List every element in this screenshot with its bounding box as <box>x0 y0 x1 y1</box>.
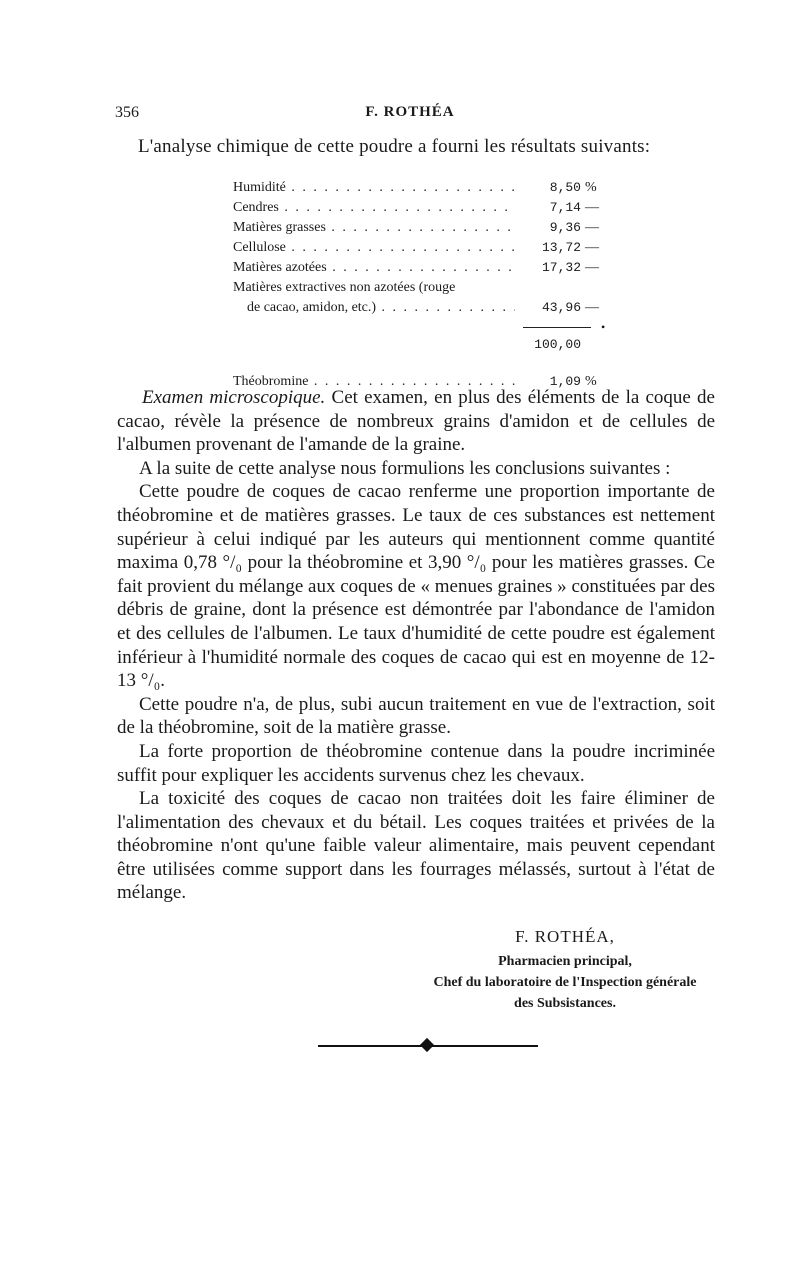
running-title: F. ROTHÉA <box>365 104 455 120</box>
page-number: 356 <box>115 104 139 121</box>
row-value: 7,14 <box>549 200 581 215</box>
row-unit: — <box>585 200 599 215</box>
row-unit: — <box>585 220 599 235</box>
analysis-row-extractives-line2 <box>233 298 603 318</box>
intro-sentence: L'analyse chimique de cette poudre a fourni les résultats suivants: <box>138 136 651 157</box>
paragraph-conclusions-intro: A la suite de cette analyse nous formulions les conclusions suivantes : <box>139 457 671 479</box>
analysis-total <box>233 334 603 360</box>
row-unit: — <box>585 300 599 315</box>
row-value: 9,36 <box>549 220 581 235</box>
row-unit: % <box>585 180 597 195</box>
end-ornament <box>318 1040 538 1052</box>
signature-department: des Subsistances. <box>514 996 616 1011</box>
row-unit: % <box>585 374 597 389</box>
row-value: 1,09 <box>549 374 581 389</box>
row-label: de cacao, amidon, etc.) . . . <box>233 298 515 318</box>
paragraph-forte-proportion: La forte proportion de théobromine contenue dans la poudre incriminée suffit pour expliquer les accidents survenus chez les chevaux. <box>117 740 715 786</box>
paragraph-proportion: Cette poudre de coques de cacao renferme une proportion importante de théobromine et de matières grasses. Le taux de ces substances est nettement supérieur à celui indiqué par les auteurs qui mentionnent comme quantité maxima 0,78 °/₀ pour la théobromine et 3,90 °/₀ pour les matières grasses. Ce fait provient du mélange aux coques de « menues graines » constituées par des débris de graine, dont la présence est démontrée par l'abondance de l'amidon et des cellules de l'albumen. Le taux d'humidité de cette poudre est également inférieur à l'humidité normale des coques de cacao qui est en moyenne de 12-13 °/₀. <box>117 481 715 692</box>
paragraph-examen <box>117 386 715 457</box>
sum-rule <box>233 318 606 334</box>
paragraph-text: Cet examen, en plus des éléments de la coque de cacao, révèle la présence de nombreux grains d'amidon et de cellules de l'albumen provenant de l'amande de la graine. <box>117 387 715 456</box>
signature-role: Chef du laboratoire de l'Inspection générale <box>433 975 697 990</box>
row-label: Matières azotées . . . <box>233 258 515 278</box>
row-unit: — <box>585 240 599 255</box>
analysis-row <box>233 178 603 198</box>
paragraph-lead-italic: Examen microscopique. <box>142 387 326 408</box>
total-value: 100,00 <box>534 337 581 352</box>
sum-dot: • <box>601 320 606 334</box>
signature-block <box>400 926 730 1014</box>
paragraph-toxicite: La toxicité des coques de cacao non traitées doit les faire éliminer de l'alimentation des chevaux et du bétail. Les coques traitées et privées de la théobromine n'ont qu'une faible valeur alimentaire, mais peuvent cependant être utilisées comme support dans les fourrages mélassés, surtout à l'état de mélange. <box>117 788 715 904</box>
sum-divider <box>523 327 591 328</box>
row-label: Théobromine . . . <box>233 372 515 392</box>
running-header <box>115 104 705 126</box>
analysis-row <box>233 258 603 278</box>
paragraph-traitement: Cette poudre n'a, de plus, subi aucun traitement en vue de l'extraction, soit de la théobromine, soit de la matière grasse. <box>117 693 715 739</box>
analysis-row <box>233 218 603 238</box>
analysis-table <box>233 178 606 392</box>
signature-title: Pharmacien principal, <box>498 954 632 969</box>
row-value: 8,50 <box>549 180 581 195</box>
row-label: Matières grasses . . . <box>233 218 515 238</box>
row-value: 43,96 <box>541 300 581 315</box>
row-value: 17,32 <box>541 260 581 275</box>
row-value: 13,72 <box>541 240 581 255</box>
diamond-icon <box>420 1038 434 1052</box>
row-unit: — <box>585 260 599 275</box>
row-label: Matières extractives non azotées (rouge <box>233 280 456 295</box>
analysis-row <box>233 198 603 218</box>
signature-name: F. ROTHÉA, <box>515 927 615 946</box>
row-label: Cendres . . . <box>233 198 515 218</box>
body-text <box>117 386 715 905</box>
analysis-row <box>233 238 603 258</box>
table-spacer <box>233 360 603 372</box>
row-label: Cellulose . . . <box>233 238 515 258</box>
analysis-row-extractives-line1 <box>233 278 603 298</box>
row-label: Humidité . . . <box>233 178 515 198</box>
